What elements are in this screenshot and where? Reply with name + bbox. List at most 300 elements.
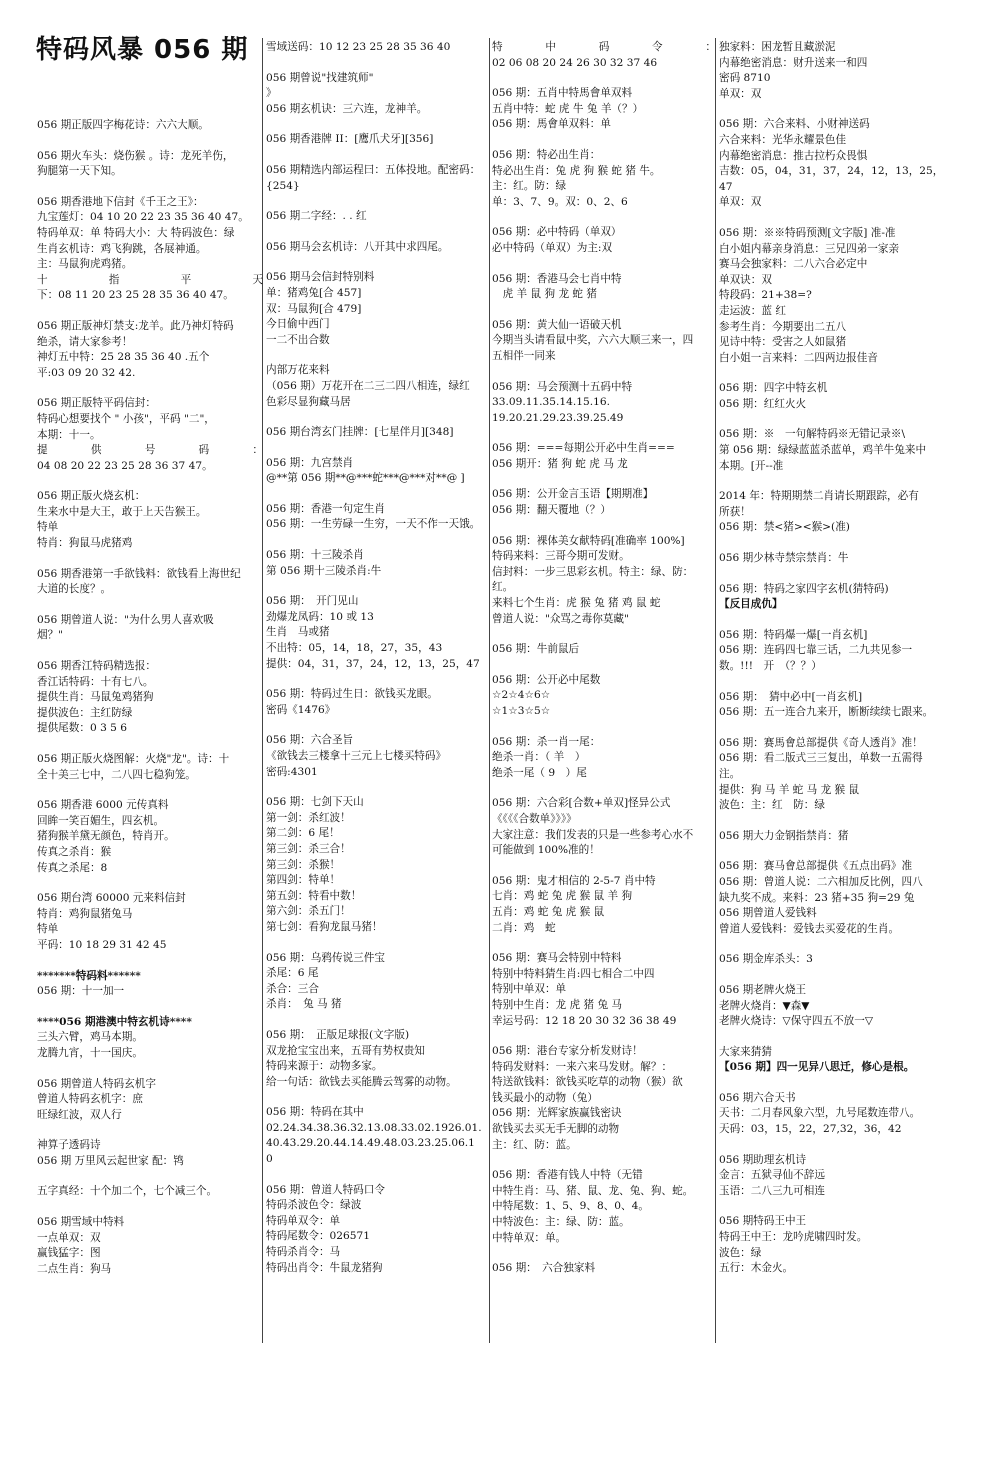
text-line: 04 08 20 22 23 25 28 36 37 47。 — [37, 459, 213, 472]
text-block — [37, 613, 263, 644]
text-line: 056 期香江特码精选报： — [37, 660, 156, 673]
text-line: 特别中生肖：龙 虎 猪 兔 马 — [492, 998, 623, 1011]
text-line: 主：红、防：蓝。 — [492, 1138, 577, 1151]
text-block — [719, 40, 947, 102]
text-line: 特码来料：三哥今期可发财。 — [492, 550, 630, 563]
text-line: 密码:4301 — [266, 765, 318, 778]
text-line: 狗腿第一天下知。 — [37, 165, 122, 178]
text-line: 绝杀一肖：（ 羊 ） — [492, 751, 586, 764]
text-line: 给一句话：欲钱去买能腾云驾雾的动物。 — [266, 1075, 457, 1088]
text-line: 056 期正版神灯禁支:龙羊。此乃神灯特码 — [37, 319, 234, 332]
text-line: 056 期：牛前鼠后 — [492, 643, 580, 656]
text-block — [266, 163, 488, 194]
text-line: 056 期：※※特码预测[文字版] 准-准 — [719, 226, 896, 239]
text-line: 第二剑：6 尾！ — [266, 827, 340, 840]
text-block — [37, 1077, 263, 1124]
text-line: 056 期：香港马会七肖中特 — [492, 272, 622, 285]
text-line: 056 期：五肖中特馬會单双料 — [492, 87, 633, 100]
text-line: @**第 056 期**@***蛇***@***对**@ ] — [266, 472, 465, 485]
text-line: 056 期曾说"找建筑师" — [266, 71, 374, 84]
text-line: 056 期：看二版式三三复出，单数一五需得 — [719, 752, 923, 765]
text-block — [492, 735, 716, 782]
text-line: 波色：主：红 防：绿 — [719, 799, 825, 812]
text-block — [719, 226, 947, 366]
text-line: 特送欲钱料：欲钱买吃草的动物（猴）欲 — [492, 1076, 683, 1089]
page-title: 特码风暴 056 期 — [36, 35, 249, 65]
text-line: 特码单双：单 特码大小：大 特码波色：绿 — [37, 226, 235, 239]
text-block — [492, 642, 716, 658]
text-line: 五字真经：十个加二个，七个减三个。 — [37, 1185, 218, 1198]
text-line: 056 期：连码四七靠三话，二九共见参一 — [719, 644, 913, 657]
text-line: 056 期：四字中特玄机 — [719, 382, 828, 395]
text-line: 2014 年：特期期禁二肖请长期跟踪，必有 — [719, 490, 919, 503]
text-line: 056 期： 开门见山 — [266, 595, 359, 608]
text-line: 056 期：赛馬會总部提供《奇人透肖》准！ — [719, 736, 923, 749]
text-block — [266, 456, 488, 487]
text-block — [266, 502, 488, 533]
text-line: 056 期火车头：烧伤猴 。诗：龙死羊伤， — [37, 149, 234, 162]
text-block — [492, 534, 716, 628]
text-line: 056 期大力金钢指禁肖：猪 — [719, 829, 849, 842]
text-line: 【反目成仇】 — [719, 598, 783, 611]
text-line: 传真之杀肖：猴 — [37, 845, 112, 858]
text-line: ****056 期港澳中特玄机诗**** — [37, 1015, 192, 1028]
text-line: 19.20.21.29.23.39.25.49 — [492, 411, 624, 424]
text-line: 056 期 万里风云起世家 配：鸨 — [37, 1154, 184, 1167]
text-line: 天书：二月春风象六型，九号尾数连带八。 — [719, 1107, 921, 1120]
text-line: 绝杀，请大家参考！ — [37, 335, 133, 348]
text-line: 曾道人特码玄机字：庶 — [37, 1093, 143, 1106]
text-line: 056 期：十三陵杀肖 — [266, 549, 364, 562]
text-line: 本期。[开--准 — [719, 459, 784, 472]
text-line: 十 指 平 天 — [37, 273, 263, 286]
text-line: 》 — [266, 87, 277, 100]
text-line: 056 期：六合来料、小财神送码 — [719, 118, 870, 131]
text-block — [37, 567, 263, 598]
text-line: 本期：十一。 — [37, 428, 101, 441]
text-block — [37, 752, 263, 783]
text-line: 056 期：公开金言玉语【期期准】 — [492, 488, 654, 501]
text-line: 特别中特料猜生肖:四七相合二中四 — [492, 967, 655, 980]
text-line: 056 期：十一加一 — [37, 985, 125, 998]
text-line: 主：红。防：绿 — [492, 180, 567, 193]
text-block — [719, 427, 947, 474]
text-line: 056 期精选内部运程曰：五体投地。配密码： — [266, 163, 481, 176]
text-line: 钱买最小的动物（兔） — [492, 1091, 598, 1104]
text-line: 猪狗猴羊黛无颜色，特肖开。 — [37, 830, 175, 843]
text-line: 056 期曾道人说："为什么男人喜欢吸 — [37, 613, 214, 626]
text-block — [719, 952, 947, 968]
text-block — [719, 1214, 947, 1276]
text-line: 特码杀波色令：绿波 — [266, 1199, 362, 1212]
text-line: 02.24.34.38.36.32.13.08.33.02.1926.01. — [266, 1121, 482, 1134]
text-block — [37, 489, 263, 551]
text-block — [266, 1028, 488, 1090]
text-block — [266, 1105, 488, 1167]
text-line: 内部万花来料 — [266, 364, 330, 377]
text-line: 056 期金库杀头：3 — [719, 953, 813, 966]
text-line: 传真之杀尾：8 — [37, 861, 108, 874]
text-block — [266, 951, 488, 1013]
text-line: 特别中单双：单 — [492, 983, 567, 996]
text-block — [266, 795, 488, 935]
text-line: 双龙抢宝宝出来，五哥有势权贵知 — [266, 1044, 425, 1057]
text-line: 056 期：港台专家分析发财诗！ — [492, 1045, 643, 1058]
text-block — [719, 117, 947, 211]
text-line: 大家注意：我们发表的只是一些参考心水不 — [492, 828, 694, 841]
text-block — [492, 1044, 716, 1153]
text-line: 056 期：特码在其中 — [266, 1106, 364, 1119]
text-line: 第三剑：杀猴！ — [266, 858, 341, 871]
text-line: 第六剑：杀五门！ — [266, 905, 351, 918]
text-line: 056 期：===每期公开必中生肖=== — [492, 442, 675, 455]
text-line: 特 中 码 令 ： — [492, 41, 716, 53]
text-block — [37, 659, 263, 737]
text-block — [266, 240, 488, 256]
text-line: 056 期：特码过生日：欲钱买龙眼。 — [266, 688, 438, 701]
text-line: 第七剑：看狗龙鼠马猪！ — [266, 920, 383, 933]
text-line: 特码尾数令：026571 — [266, 1230, 371, 1243]
text-block — [492, 225, 716, 256]
text-line: 056 期正版火烧玄机： — [37, 490, 146, 503]
text-block — [266, 132, 488, 148]
text-line: 旺绿红波，双人行 — [37, 1108, 122, 1121]
text-line: 杀肖： 兔 马 猪 — [266, 998, 342, 1011]
text-block — [266, 270, 488, 348]
text-line: 特码王中王：龙吟虎啸四时发。 — [719, 1231, 868, 1244]
text-line: 一二不出合数 — [266, 333, 330, 346]
text-line: 五肖中特：蛇 虎 牛 兔 羊（？） — [492, 102, 644, 115]
text-line: 056 期：黄大仙一语破天机 — [492, 318, 622, 331]
text-line: 056 期香港第一手欲钱料：欲钱看上海世纪 — [37, 567, 241, 580]
text-block — [37, 149, 263, 180]
text-block — [37, 1015, 263, 1062]
text-line: 所获！ — [719, 505, 751, 518]
text-block — [719, 690, 947, 721]
text-line: 056 期：裸体美女献特码[准确率 100%] — [492, 534, 685, 547]
text-line: 不出特：05，14，18，27，35，43 — [266, 642, 443, 655]
text-line: 056 期：五一连合九来开，断断续续七跟来。 — [719, 706, 934, 719]
text-block — [266, 40, 488, 56]
text-line: 《《《《合数单》》》》 — [492, 812, 577, 825]
text-line: 平:03 09 20 32 42. — [37, 366, 136, 379]
text-line: 056 期二字经：. . 红 — [266, 210, 367, 223]
text-line: 056 期：七剑下天山 — [266, 796, 364, 809]
text-line: 全十美三七中，二八四七稳狗笼。 — [37, 768, 196, 781]
text-line: 波色：绿 — [719, 1246, 762, 1259]
text-block — [492, 272, 716, 303]
text-block — [266, 209, 488, 225]
text-line: 056 期开：猪 狗 蛇 虎 马 龙 — [492, 457, 628, 470]
text-line: 白小姐内幕亲身消息：三兄四弟一家亲 — [719, 242, 900, 255]
text-line: 玉语：二八三九可相连 — [719, 1184, 825, 1197]
text-line: 056 期少林寺禁宗禁肖：牛 — [719, 552, 849, 565]
column-3 — [492, 40, 716, 1380]
text-line: 056 期：特码之家四字玄机(猜特码) — [719, 582, 889, 595]
text-line: 提供生肖：马鼠兔鸡猪狗 — [37, 691, 154, 704]
text-line: 单：3、7、9。双：0、2、6 — [492, 195, 628, 208]
text-line: 056 期台湾玄门挂牌：[七星伴月][348] — [266, 426, 454, 439]
text-line: 劲爆龙凤码：10 或 13 — [266, 610, 374, 623]
text-line: 056 期马会玄机诗：八开其中求四尾。 — [266, 240, 449, 253]
text-block — [37, 1184, 263, 1200]
text-line: 056 期：乌鸦传说三件宝 — [266, 951, 385, 964]
text-line: 特单 — [37, 923, 59, 936]
text-line: 056 期曾道人特码玄机字 — [37, 1077, 156, 1090]
text-block — [492, 148, 716, 210]
text-line: 第五剑：特看中数！ — [266, 889, 362, 902]
text-line: 056 期：光辉家族赢钱密诀 — [492, 1107, 622, 1120]
text-line: 【056 期】四一见异八思迁，修心是根。 — [719, 1061, 915, 1074]
text-line: 056 期：赛马會总部提供《五点出码》准 — [719, 860, 913, 873]
text-line: ☆2☆4☆6☆ — [492, 689, 551, 702]
text-line: 40.43.29.20.44.14.49.48.03.23.25.06.1 — [266, 1137, 475, 1150]
text-block — [719, 1045, 947, 1076]
text-block — [492, 673, 716, 720]
text-line: 056 期台湾 60000 元来料信封 — [37, 892, 186, 905]
text-line: 单双：双 — [719, 196, 762, 209]
text-line: 单双诀：双 — [719, 273, 772, 286]
text-block — [719, 859, 947, 937]
text-line: 来料七个生肖：虎 猴 兔 猪 鸡 鼠 蛇 — [492, 597, 661, 610]
text-line: 特码杀肖令：马 — [266, 1246, 341, 1259]
text-line: 33.09.11.35.14.15.16. — [492, 396, 610, 409]
text-line: 老牌火烧诗：▽保守四五不放一▽ — [719, 1015, 874, 1028]
text-block — [719, 1153, 947, 1200]
text-line: 神算子透码诗 — [37, 1139, 101, 1152]
text-line: 提 供 号 码 ： — [37, 444, 263, 457]
text-line: 红。 — [492, 581, 514, 594]
text-line: 六合来料：光华永耀景色佳 — [719, 133, 847, 146]
text-block — [37, 798, 263, 876]
text-line: 三头六臂，鸡马本期。 — [37, 1031, 143, 1044]
text-line: 今日偷中西门 — [266, 318, 330, 331]
text-block — [37, 118, 263, 134]
text-line: 提供：04，31，37，24，12，13，25，47 — [266, 657, 480, 670]
text-line: 幸运号码：12 18 20 30 32 36 38 49 — [492, 1014, 677, 1027]
text-block — [719, 1091, 947, 1138]
text-line: 五相伴一同来 — [492, 349, 556, 362]
text-line: 双：马鼠狗[合 479] — [266, 302, 362, 315]
text-block — [719, 381, 947, 412]
text-line: 第四剑：特单！ — [266, 874, 341, 887]
text-line: 056 期：曾道人说：二六相加反比例，四八 — [719, 875, 923, 888]
text-line: 七肖：鸡 蛇 兔 虎 猴 鼠 羊 狗 — [492, 890, 633, 903]
text-line: 056 期：翻天覆地（？） — [492, 504, 611, 517]
text-line: 056 期：※ 一句解特码※无错记录※\ — [719, 428, 906, 441]
text-block — [492, 874, 716, 936]
text-block — [719, 736, 947, 814]
text-block — [492, 487, 716, 518]
text-block — [492, 1261, 716, 1277]
text-line: 056 期：六合彩[合数+单双]怪异公式 — [492, 797, 671, 810]
text-line: 056 期曾道人爱钱料 — [719, 907, 817, 920]
text-line: 056 期：香港一句定生肖 — [266, 502, 385, 515]
text-block — [266, 594, 488, 672]
text-line: 中特单双：单。 — [492, 1231, 567, 1244]
text-block — [719, 983, 947, 1030]
text-line: 见诗中特：受害之人如鼠猪 — [719, 336, 847, 349]
text-block — [719, 582, 947, 613]
text-line: 雪域送码：10 12 23 25 28 35 36 40 — [266, 41, 451, 53]
text-line: 056 期：特必出生肖： — [492, 148, 601, 161]
text-line: 独家料：困龙暂且藏淤泥 — [719, 41, 836, 53]
text-line: 02 06 08 20 24 26 30 32 37 46 — [492, 56, 658, 69]
text-block — [719, 551, 947, 567]
text-block — [37, 969, 263, 1000]
text-line: 五行：木金火。 — [719, 1262, 794, 1275]
text-line: 单双：双 — [719, 87, 762, 100]
text-block — [266, 1183, 488, 1277]
text-block — [37, 396, 263, 474]
column-1 — [37, 118, 263, 1458]
text-line: 056 期：公开必中尾数 — [492, 673, 601, 686]
text-line: 提供波色：主红防绿 — [37, 706, 133, 719]
text-block — [266, 548, 488, 579]
text-line: 今期当头请看鼠中奖，六六大顺三来一，四 — [492, 334, 694, 347]
text-line: 白小姐一言来料：二四两边报佳音 — [719, 351, 878, 364]
text-line: 特必出生肖：兔 虎 狗 猴 蛇 猪 牛。 — [492, 164, 661, 177]
text-block — [266, 733, 488, 780]
text-block — [719, 829, 947, 845]
text-line: 必中特码（单双）为主:双 — [492, 241, 613, 254]
text-line: 内幕绝密消息：推古拉朽众畏惧 — [719, 149, 868, 162]
text-line: 特码心想要找个 " 小孩"，平码 "二"， — [37, 412, 215, 425]
text-line: 056 期：赛马会特别中特料 — [492, 952, 622, 965]
text-line: 走运波：蓝 红 — [719, 304, 786, 317]
text-line: 056 期特码王中王 — [719, 1215, 807, 1228]
text-block — [492, 441, 716, 472]
text-line: 特单 — [37, 521, 59, 534]
text-line: 生肖 马或猪 — [266, 626, 330, 639]
text-line: 056 期六合天书 — [719, 1091, 796, 1104]
column-divider — [489, 38, 490, 1343]
text-line: 056 期香港 6000 元传真料 — [37, 799, 169, 812]
text-line: 二点生肖：狗马 — [37, 1262, 112, 1275]
text-line: 单：猪鸡兔[合 457] — [266, 286, 362, 299]
text-line: 信封料：一步三思彩玄机。特主：绿、防： — [492, 565, 694, 578]
text-line: 生来水中是大王，敢于上天告猴王。 — [37, 505, 207, 518]
text-line: 提供：狗 马 羊 蛇 马 龙 猴 鼠 — [719, 783, 860, 796]
text-line: 056 期：特码爆一爆[一肖玄机] — [719, 628, 868, 641]
text-line: 056 期：香港有钱人中特（无错 — [492, 1169, 643, 1182]
text-block — [266, 425, 488, 441]
text-line: 056 期：一生劳碌一生穷，一天不作一天饿。 — [266, 518, 481, 531]
text-line: *******特码料****** — [37, 969, 141, 982]
text-line: 下：08 11 20 23 25 28 35 36 40 47。 — [37, 289, 234, 302]
text-line: 特码来源于：动物多家。 — [266, 1060, 383, 1073]
text-line: 密码 8710 — [719, 72, 771, 85]
text-block — [719, 489, 947, 536]
text-line: 回眸一笑百媚生，四玄机。 — [37, 814, 165, 827]
text-line: 056 期雪域中特料 — [37, 1216, 125, 1229]
text-line: 特肖：鸡狗鼠猪兔马 — [37, 907, 133, 920]
text-line: 天码：03，15，22，27,32，36，42 — [719, 1123, 902, 1136]
text-line: 第 056 期十三陵杀肖:牛 — [266, 564, 382, 577]
text-line: （056 期）万花开在二三二四八相连，绿红 — [266, 379, 470, 392]
text-line: 神灯五中特：25 28 35 36 40 .五个 — [37, 351, 210, 364]
text-line: 056 期：鬼才相信的 2-5-7 肖中特 — [492, 874, 656, 887]
text-line: 056 期： 正版足球报(文字版) — [266, 1028, 410, 1041]
text-line: 生肖玄机诗：鸡飞狗跳，各展神通。 — [37, 242, 207, 255]
text-line: 0 — [266, 1153, 273, 1166]
text-line: 中特尾数：1、5、9、8、0、4。 — [492, 1200, 649, 1213]
text-line: 056 期正版四字梅花诗：六六大顺。 — [37, 119, 209, 131]
text-line: 第 056 期：绿绿蓝蓝杀蓝单，鸡羊牛兔来中 — [719, 444, 927, 457]
text-block — [492, 380, 716, 427]
text-block — [37, 319, 263, 381]
text-line: 缺九奖不成。来料：23 猪+35 狗=29 兔 — [719, 891, 915, 904]
text-line: 特肖：狗鼠马虎猪鸡 — [37, 537, 133, 550]
text-line: 056 期：必中特码（单双） — [492, 226, 622, 239]
text-block — [37, 195, 263, 304]
text-block — [492, 318, 716, 365]
text-line: 香江话特码：十有七八。 — [37, 675, 154, 688]
text-line: 杀尾：6 尾 — [266, 967, 319, 980]
text-line: 曾道人说："众骂之毒你莫藏" — [492, 612, 629, 625]
text-line: 056 期：红红火火 — [719, 397, 807, 410]
text-line: 欲钱买去买无手无脚的动物 — [492, 1123, 620, 1136]
text-block — [37, 1138, 263, 1169]
text-line: 056 期正版火烧图解：火烧"龙"。诗：十 — [37, 753, 230, 765]
text-line: 中特生肖：马、猪、鼠、龙、兔、狗、蛇。 — [492, 1184, 694, 1197]
text-line: 色彩尽显狗藏马居 — [266, 395, 351, 408]
text-line: 056 期： 猜中必中[一肖玄机] — [719, 690, 863, 703]
text-line: 056 期：马会预测十五码中特 — [492, 380, 633, 393]
text-block — [719, 628, 947, 675]
text-line: 056 期香港牌 II：[鹰爪犬牙][356] — [266, 133, 434, 146]
text-line: 特码出肖令：牛鼠龙猪狗 — [266, 1261, 383, 1274]
text-line: 绝杀一尾（ 9 ）尾 — [492, 766, 587, 779]
text-block — [266, 71, 488, 118]
text-line: 056 期：馬會单双料：单 — [492, 118, 611, 131]
text-line: 056 期香港地下信封《千王之王》： — [37, 195, 204, 208]
text-line: 《欲钱去三楼拿十三元上七楼买特码》 — [266, 750, 447, 762]
text-line: 烟？" — [37, 629, 64, 642]
text-block — [37, 1215, 263, 1277]
text-line: 注。 — [719, 767, 741, 780]
text-block — [492, 40, 716, 71]
text-block — [37, 891, 263, 953]
text-line: ☆1☆3☆5☆ — [492, 705, 551, 717]
text-line: 金言：五狱寻仙不辞远 — [719, 1169, 825, 1182]
text-line: 特码单双令：单 — [266, 1214, 341, 1227]
column-4 — [719, 40, 947, 1380]
text-block — [492, 1168, 716, 1246]
text-block — [266, 687, 488, 718]
text-line: 五肖：鸡 蛇 兔 虎 猴 鼠 — [492, 905, 605, 918]
text-block — [266, 363, 488, 410]
text-line: 056 期：禁<猪><猴>(准) — [719, 521, 850, 534]
text-line: 056 期马会信封特别料 — [266, 271, 375, 284]
text-line: 特码发财料：一来六来马发财。解？： — [492, 1060, 673, 1073]
text-line: 平码：10 18 29 31 42 45 — [37, 938, 167, 951]
text-block — [492, 951, 716, 1029]
column-2 — [266, 40, 488, 1380]
text-line: 九宝莲灯：04 10 20 22 23 35 36 40 47。 — [37, 211, 249, 224]
text-line: 数。!!! 开 （？？） — [719, 660, 822, 672]
text-line: 曾道人爱钱料：爱钱去买爱花的生肖。 — [719, 922, 900, 935]
text-block — [492, 796, 716, 858]
text-line: 056 期助理玄机诗 — [719, 1153, 807, 1166]
text-line: 参考生肖：今期要出二五八 — [719, 320, 847, 333]
text-line: 特段码：21+38=? — [719, 289, 812, 302]
text-line: 老牌火烧肖：▼森▼ — [719, 999, 810, 1012]
text-line: 吉数：05，04，31，37，24，12，13，25， — [719, 165, 944, 178]
text-line: 赛马会独家料：二八六合必定中 — [719, 258, 868, 271]
text-line: 第三剑：杀三合！ — [266, 842, 351, 855]
text-line: 龙腾九宵，十一国庆。 — [37, 1046, 143, 1059]
